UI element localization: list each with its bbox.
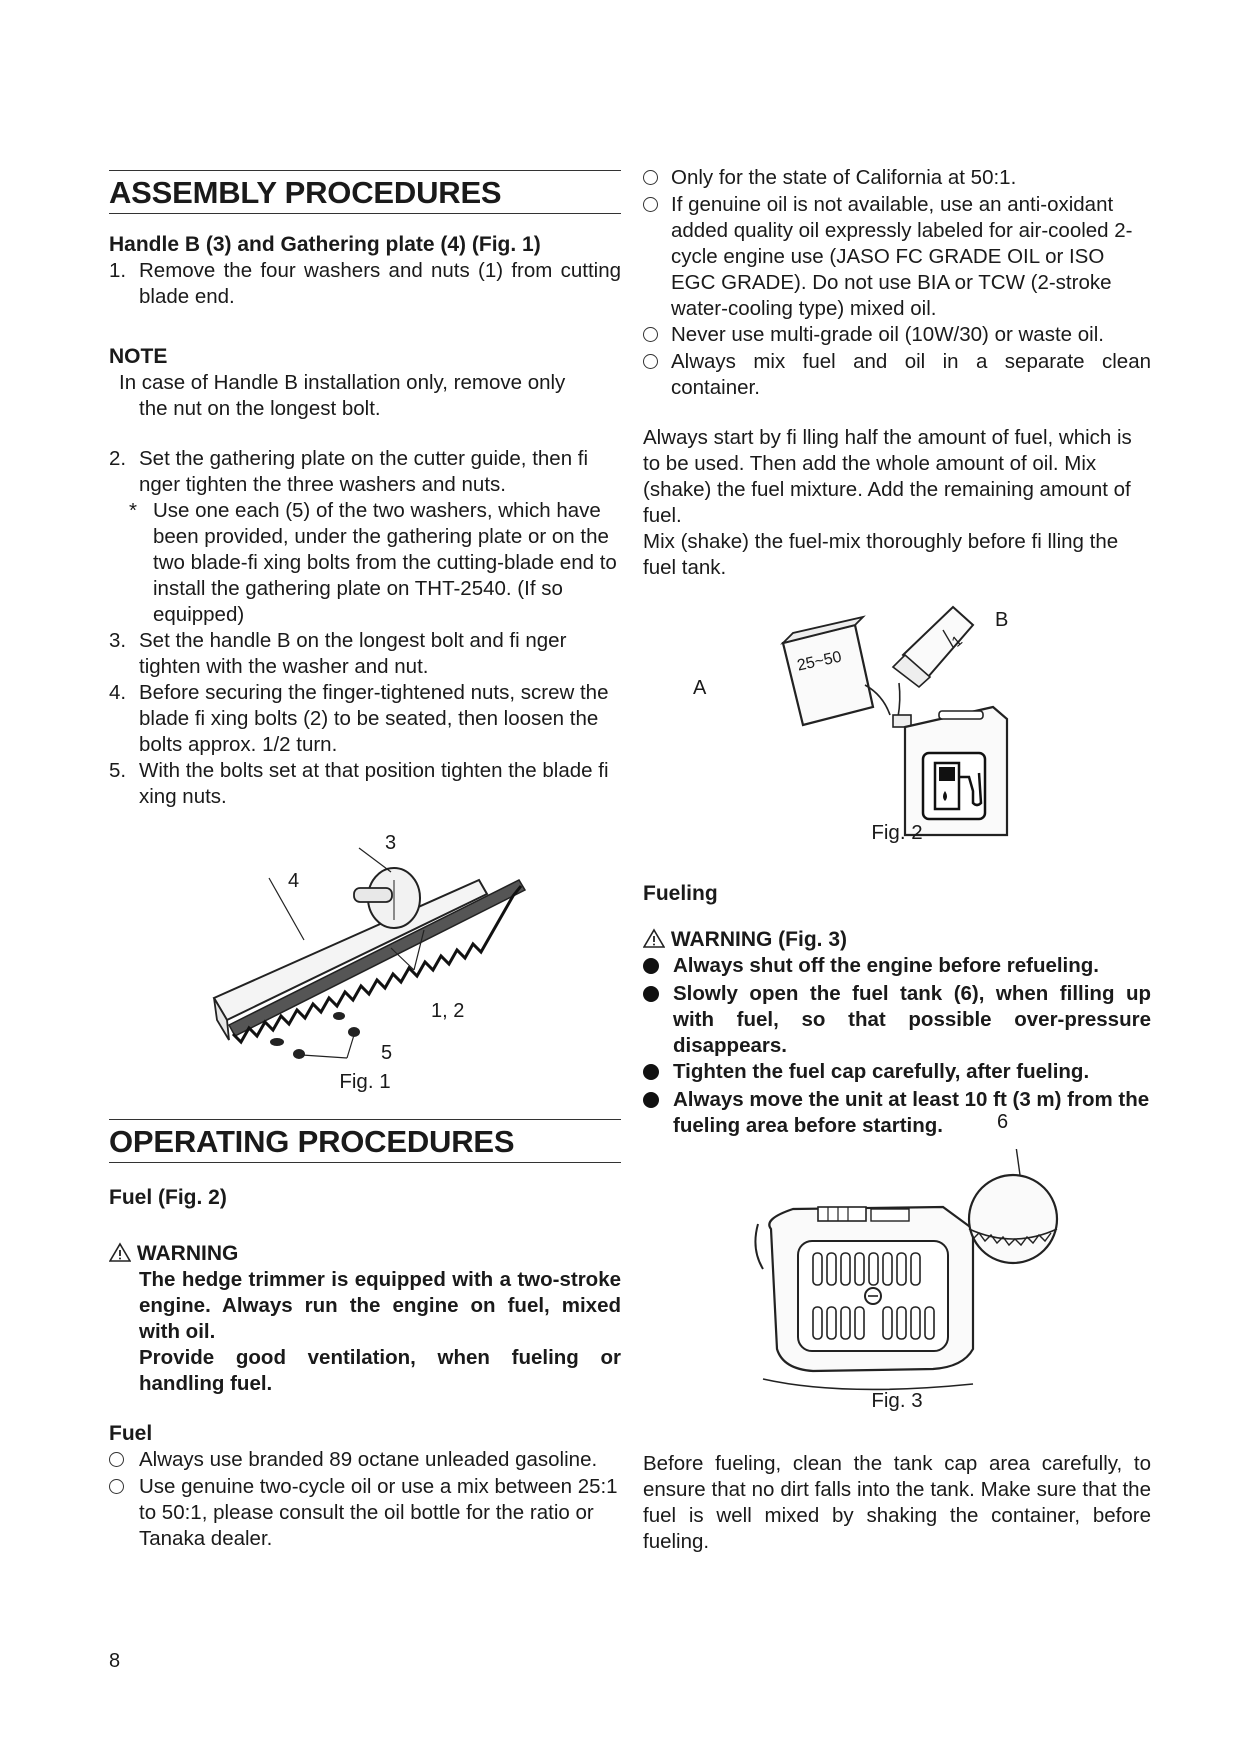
step-4	[109, 680, 621, 758]
warning-triangle-icon	[643, 928, 665, 948]
circle-bullet-icon	[109, 1479, 124, 1494]
fueling-item-2	[643, 981, 1151, 1059]
filled-bullet-icon	[643, 986, 659, 1002]
fueling-item-2-text: Slowly open the fuel tank (6), when filling up with fuel, so that possible over-pressure disappears.	[673, 982, 1151, 1057]
fueling-item-3	[643, 1059, 1151, 1087]
warning-triangle-icon	[109, 1242, 131, 1262]
fig1-caption: Fig. 1	[339, 1070, 391, 1093]
note-title: NOTE	[109, 345, 168, 368]
fueling-warning-title-text: WARNING (Fig. 3)	[670, 928, 847, 951]
fuel-warning-paragraph-1: The hedge trimmer is equipped with a two-stroke engine. Always run the engine on fuel, mixed with oil.	[139, 1268, 621, 1343]
note-line-1: In case of Handle B installation only, remove only	[119, 371, 566, 394]
fuel-fig2-subtitle: Fuel (Fig. 2)	[109, 1186, 227, 1209]
circle-bullet-icon	[109, 1452, 124, 1467]
fuel-title: Fuel	[109, 1422, 153, 1445]
assembly-section-header	[109, 170, 621, 214]
figure-1	[109, 820, 621, 1105]
step-2-number: 2.	[109, 447, 127, 470]
hedge-trimmer-blade-illustration	[109, 820, 621, 1105]
step-4-number: 4.	[109, 681, 127, 704]
fuel-item-1	[109, 1447, 621, 1474]
fig3-label-6: 6	[997, 1111, 1009, 1133]
fueling-item-4-text: Always move the unit at least 10 ft (3 m) from the fueling area before starting.	[673, 1088, 1150, 1137]
step-1	[109, 258, 621, 310]
mix-paragraph-2: Mix (shake) the fuel-mix thoroughly before fi lling the fuel tank.	[643, 530, 1119, 579]
oil-item-2-text: If genuine oil is not available, use an anti-oxidant added quality oil expressly labeled for air-cooled 2-cycle engine use (JASO FC GRADE OIL or ISO EGC GRADE). Do not use BIA or TCW (2-stroke water-cooling type) mixed oil.	[671, 193, 1133, 320]
circle-bullet-icon	[643, 197, 658, 212]
step-1-text: Remove the four washers and nuts (1) from cutting blade end.	[139, 259, 621, 308]
fuel-warning-title-text: WARNING	[136, 1242, 239, 1265]
fueling-item-3-text: Tighten the fuel cap carefully, after fueling.	[673, 1060, 1090, 1083]
fig3-caption: Fig. 3	[871, 1389, 923, 1412]
oil-item-3	[643, 322, 1151, 349]
step-3	[109, 628, 621, 680]
circle-bullet-icon	[643, 354, 658, 369]
fueling-item-4	[643, 1087, 1151, 1139]
fuel-warning-title	[109, 1241, 621, 1267]
fueling-item-1	[643, 953, 1151, 981]
oil-item-4-text: Always mix fuel and oil in a separate clean container.	[671, 350, 1151, 399]
step-5	[109, 758, 621, 810]
step-1-number: 1.	[109, 259, 127, 282]
fig2-ratio-label: 25~50	[795, 648, 844, 675]
fig2-label-b: B	[995, 609, 1009, 631]
fig1-label-3: 3	[385, 832, 397, 854]
oil-item-4	[643, 349, 1151, 401]
step-2-note-text: Use one each (5) of the two washers, which have been provided, under the gathering plate or on the two blade-fi xing bolts from the cutting-blade end to install the gathering plate on THT-2540. (If so equipped)	[153, 499, 617, 626]
oil-item-1-text: Only for the state of California at 50:1.	[671, 166, 1017, 189]
step-5-number: 5.	[109, 759, 127, 782]
step-2-star: *	[129, 499, 137, 522]
fig1-label-4: 4	[288, 870, 300, 892]
step-4-text: Before securing the finger-tightened nuts, screw the blade fi xing bolts (2) to be seated, then loosen the bolts approx. 1/2 turn.	[139, 681, 609, 756]
step-2-note	[109, 498, 621, 628]
fueling-item-1-text: Always shut off the engine before refueling.	[673, 954, 1099, 977]
step-5-text: With the bolts set at that position tighten the blade fi xing nuts.	[139, 759, 609, 808]
fueling-subtitle: Fueling	[643, 882, 718, 905]
fueling-warning-title	[643, 927, 1151, 953]
final-paragraph: Before fueling, clean the tank cap area carefully, to ensure that no dirt falls into the tank. Make sure that the fuel is well mixed by shaking the container, before fueling.	[643, 1452, 1151, 1553]
handle-subtitle: Handle B (3) and Gathering plate (4) (Fig. 1)	[109, 233, 541, 256]
mix-paragraph-1: Always start by fi lling half the amount of fuel, which is to be used. Then add the whole amount of oil. Mix (shake) the fuel mixture. Add the remaining amount of fuel.	[643, 426, 1132, 527]
assembly-title: ASSEMBLY PROCEDURES	[109, 175, 502, 210]
filled-bullet-icon	[643, 1064, 659, 1080]
circle-bullet-icon	[643, 170, 658, 185]
right-column	[643, 165, 1151, 1555]
figure-2	[643, 595, 1151, 845]
fig2-caption: Fig. 2	[871, 821, 923, 844]
oil-item-2	[643, 192, 1151, 322]
fig1-label-5: 5	[381, 1042, 393, 1064]
engine-fuel-tank-illustration	[643, 1149, 1151, 1411]
page-number: 8	[109, 1650, 121, 1672]
fuel-item-2	[109, 1474, 621, 1552]
oil-item-3-text: Never use multi-grade oil (10W/30) or waste oil.	[671, 323, 1104, 346]
oil-item-1	[643, 165, 1151, 192]
fuel-item-2-text: Use genuine two-cycle oil or use a mix between 25:1 to 50:1, please consult the oil bottle for the ratio or Tanaka dealer.	[139, 1475, 618, 1550]
fig2-bottle-label: 1	[948, 632, 966, 651]
fuel-mixing-illustration	[643, 595, 1151, 845]
step-3-text: Set the handle B on the longest bolt and fi nger tighten with the washer and nut.	[139, 629, 567, 678]
operating-section-header	[109, 1119, 621, 1163]
step-2	[109, 446, 621, 498]
filled-bullet-icon	[643, 958, 659, 974]
step-3-number: 3.	[109, 629, 127, 652]
circle-bullet-icon	[643, 327, 658, 342]
fuel-warning-paragraph-2: Provide good ventilation, when fueling or handling fuel.	[139, 1346, 621, 1395]
filled-bullet-icon	[643, 1092, 659, 1108]
fuel-item-1-text: Always use branded 89 octane unleaded gasoline.	[139, 1448, 598, 1471]
fig1-label-1-2: 1, 2	[431, 1000, 465, 1022]
note-line-2: the nut on the longest bolt.	[139, 397, 381, 420]
left-column	[109, 160, 621, 1552]
fig2-label-a: A	[693, 677, 707, 699]
operating-title: OPERATING PROCEDURES	[109, 1124, 515, 1159]
step-2-text: Set the gathering plate on the cutter guide, then fi nger tighten the three washers and nuts.	[139, 447, 589, 496]
